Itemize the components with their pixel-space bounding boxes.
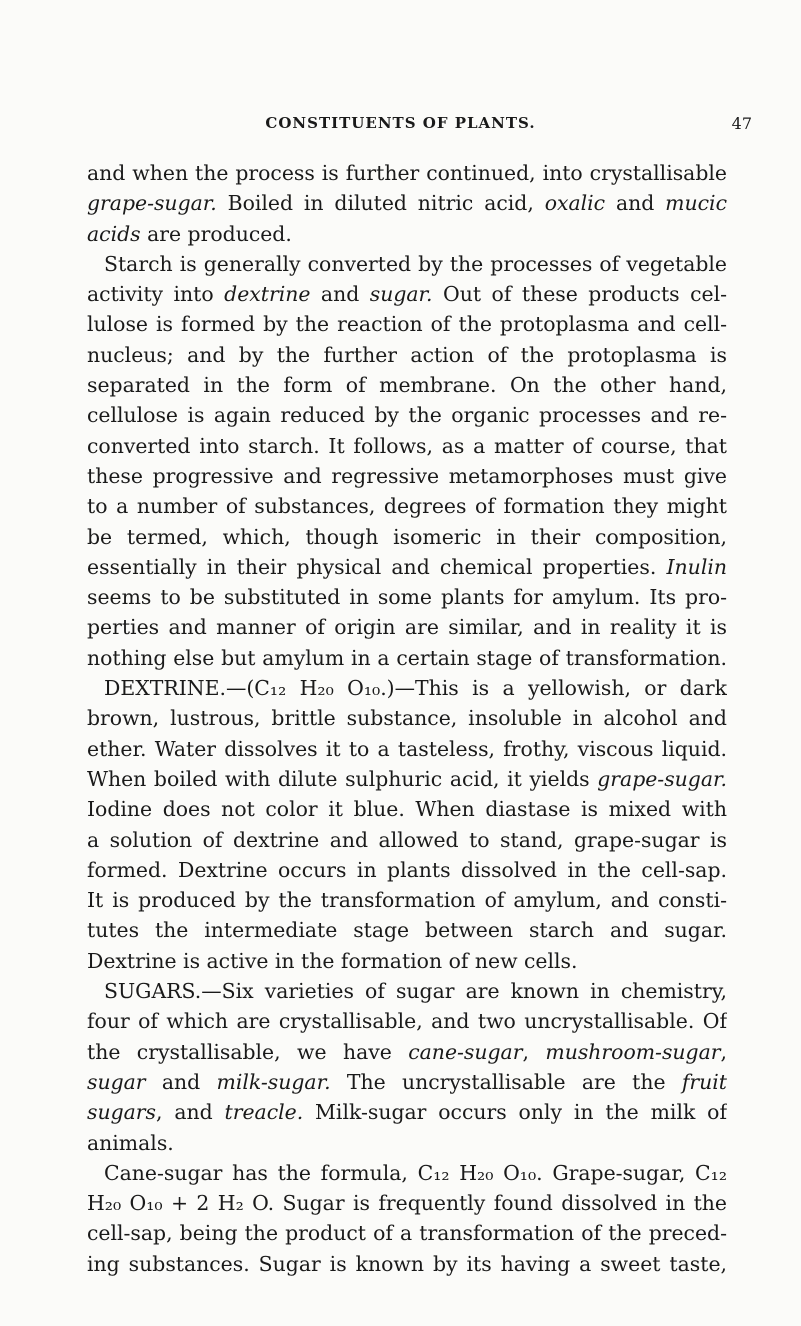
text-line: the crystallisable, we have cane-sugar, mushroom-sugar,: [87, 1039, 727, 1064]
text-line: ether. Water dissolves it to a tasteless, frothy, viscous liquid.: [87, 736, 727, 761]
text-line: When boiled with dilute sulphuric acid, it yields grape-sugar.: [87, 766, 727, 791]
text-line: ing substances. Sugar is known by its having a sweet taste,: [87, 1251, 727, 1276]
text-line: be termed, which, though isomeric in their composition,: [87, 524, 727, 549]
page-number: 47: [731, 114, 752, 133]
text-line: to a number of substances, degrees of formation they might: [87, 494, 727, 519]
text-line: brown, lustrous, brittle substance, insoluble in alcohol and: [87, 706, 727, 731]
running-header: [0, 114, 801, 138]
text-line: Iodine does not color it blue. When diastase is mixed with: [87, 797, 727, 822]
text-line: nothing else but amylum in a certain stage of transformation.: [87, 645, 727, 670]
text-line: sugar and milk-sugar. The uncrystallisable are the fruit: [87, 1069, 727, 1094]
text-line: cell-sap, being the product of a transformation of the preced-: [87, 1221, 727, 1246]
text-line: essentially in their physical and chemical properties. Inulin: [87, 554, 727, 579]
text-line: acids are produced.: [87, 221, 292, 246]
text-line: lulose is formed by the reaction of the protoplasma and cell-: [87, 312, 727, 337]
text-line: separated in the form of membrane. On the other hand,: [87, 373, 727, 398]
text-line: a solution of dextrine and allowed to stand, grape-sugar is: [87, 827, 727, 852]
text-line: seems to be substituted in some plants for amylum. Its pro-: [87, 585, 727, 610]
text-line: formed. Dextrine occurs in plants dissolved in the cell-sap.: [87, 857, 727, 882]
running-title: CONSTITUENTS OF PLANTS.: [265, 114, 536, 132]
text-line: Dextrine is active in the formation of new cells.: [87, 948, 578, 973]
text-line: and when the process is further continued, into crystallisable: [87, 161, 727, 185]
text-line: these progressive and regressive metamorphoses must give: [87, 463, 727, 488]
text-line: activity into dextrine and sugar. Out of these products cel-: [87, 282, 727, 307]
text-line: grape-sugar. Boiled in diluted nitric acid, oxalic and mucic: [87, 191, 727, 216]
text-line: SUGARS.—Six varieties of sugar are known in chemistry,: [104, 979, 727, 1004]
text-line: perties and manner of origin are similar, and in reality it is: [87, 615, 727, 640]
text-line: four of which are crystallisable, and two uncrystallisable. Of: [87, 1009, 727, 1034]
text-line: converted into starch. It follows, as a matter of course, that: [87, 433, 727, 458]
text-line: H₂₀ O₁₀ + 2 H₂ O. Sugar is frequently found dissolved in the: [87, 1191, 727, 1216]
text-line: tutes the intermediate stage between starch and sugar.: [87, 918, 727, 943]
body-text: [87, 158, 727, 1279]
text-line: Cane-sugar has the formula, C₁₂ H₂₀ O₁₀. Grape-sugar, C₁₂: [104, 1160, 727, 1185]
text-line: Starch is generally converted by the processes of vegetable: [104, 251, 727, 276]
text-line: nucleus; and by the further action of the protoplasma is: [87, 342, 727, 367]
text-line: It is produced by the transformation of amylum, and consti-: [87, 888, 727, 913]
text-line: cellulose is again reduced by the organic processes and re-: [87, 403, 727, 428]
text-line: animals.: [87, 1130, 174, 1155]
text-line: sugars, and treacle. Milk-sugar occurs only in the milk of: [87, 1100, 727, 1125]
text-line: DEXTRINE.—(C₁₂ H₂₀ O₁₀.)—This is a yellowish, or dark: [104, 676, 727, 701]
